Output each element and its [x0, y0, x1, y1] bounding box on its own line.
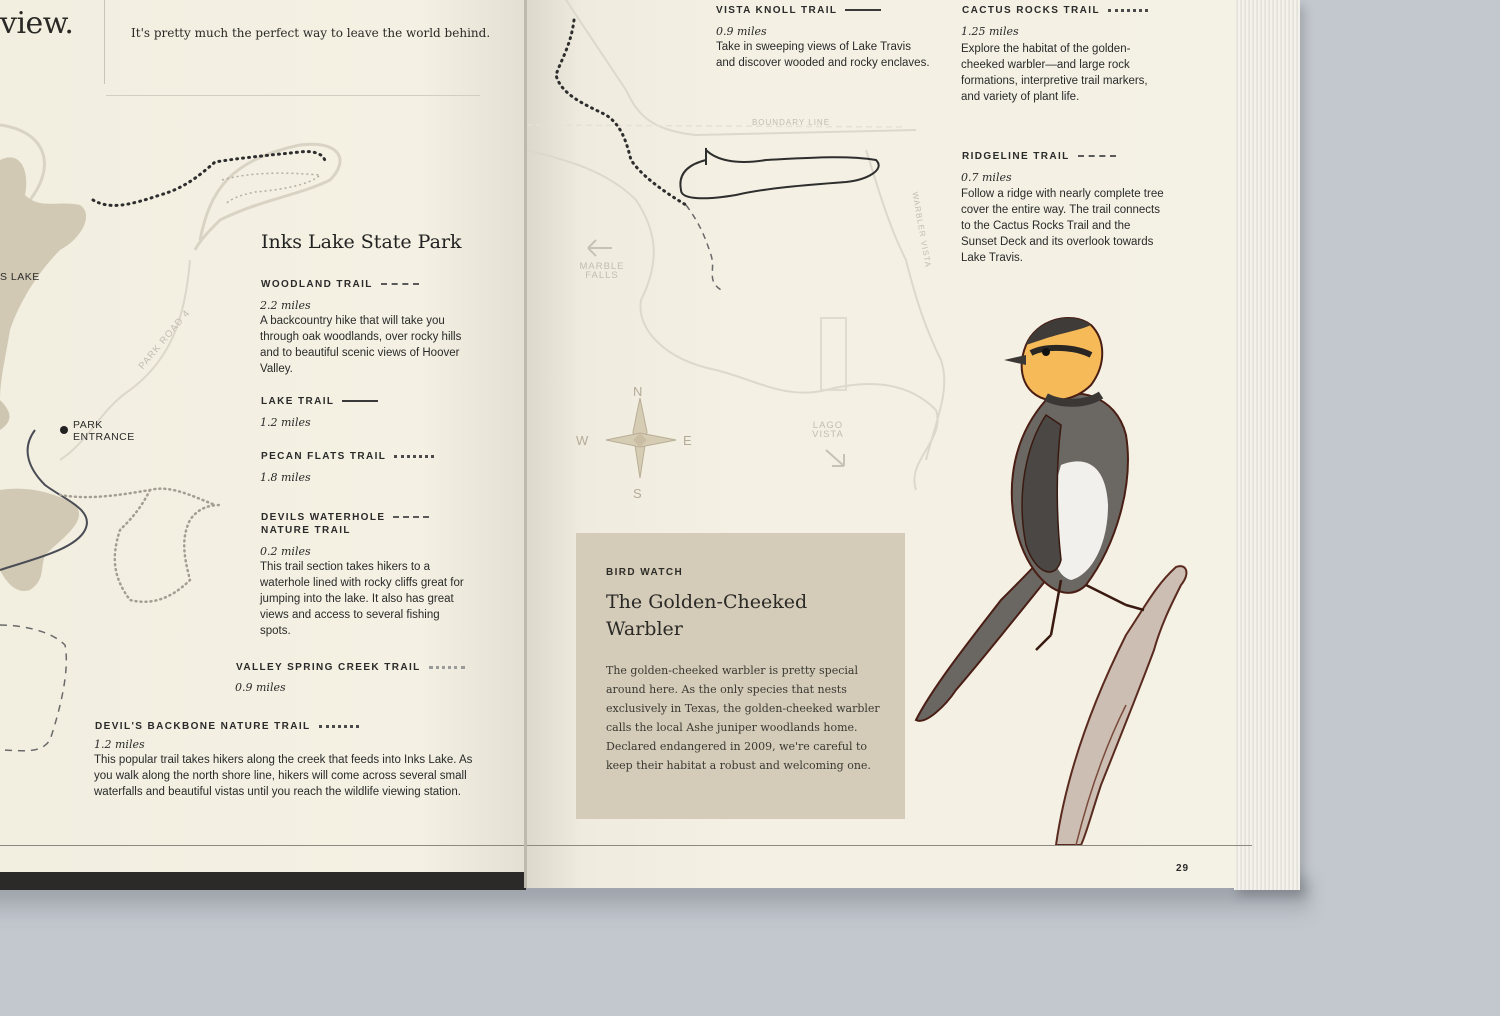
trail-description: A backcountry hike that will take you through oak woodlands, over rocky hills and to beautiful scenic views of Hoover Valley. — [260, 315, 462, 375]
header-rule — [106, 95, 480, 96]
trail-name: VALLEY SPRING CREEK TRAIL — [236, 662, 465, 673]
park-title: Inks Lake State Park — [261, 231, 462, 253]
warbler-vista-label: WARBLER VISTA — [910, 191, 933, 269]
trail-name: RIDGELINE TRAIL — [962, 151, 1116, 162]
photo-strip — [0, 872, 526, 890]
park-entrance-label-1: PARK — [73, 419, 103, 431]
spine — [524, 0, 527, 888]
lake-label: S LAKE — [0, 271, 40, 283]
bottom-rule — [527, 845, 1252, 846]
golden-cheeked-warbler-illustration — [886, 305, 1226, 850]
park-entrance-marker — [60, 426, 68, 434]
boundary-line-label: BOUNDARY LINE — [751, 118, 831, 127]
legend-dotted — [319, 725, 359, 728]
bottom-rule — [0, 845, 524, 846]
pecan-flats-path — [60, 489, 222, 602]
compass-e: E — [683, 433, 692, 448]
legend-dotted — [394, 455, 434, 458]
bird-eye — [1042, 348, 1050, 356]
trail-miles: 1.25 miles — [961, 25, 1019, 38]
trail-miles: 2.2 miles — [260, 299, 311, 312]
trail-name-line2: NATURE TRAIL — [261, 525, 351, 536]
park-entrance-label-2: ENTRANCE — [73, 431, 135, 443]
trail-description: Follow a ridge with nearly complete tree cover the entire way. The trail connects to the Cactus Rocks Trail and the Sunset Deck and its overlook towards Lake Travis. — [961, 188, 1164, 264]
trail-miles: 0.2 miles — [260, 545, 311, 558]
arrow-southeast-icon — [826, 450, 844, 466]
trail-miles: 1.2 miles — [94, 738, 145, 751]
trail-miles: 1.2 miles — [260, 416, 311, 429]
compass-n: N — [633, 384, 643, 399]
trail-name: PECAN FLATS TRAIL — [261, 451, 434, 462]
trail-description: Take in sweeping views of Lake Travis and discover wooded and rocky enclaves. — [716, 41, 930, 69]
trail-name: LAKE TRAIL — [261, 396, 378, 407]
trail-miles: 1.8 miles — [260, 471, 311, 484]
cactus-rocks-path — [556, 20, 686, 205]
arrow-west-icon — [588, 240, 612, 256]
marble-falls-label-2: FALLS — [585, 270, 619, 281]
column-divider — [104, 0, 105, 84]
vista-knoll-path — [680, 150, 878, 198]
left-page — [0, 0, 526, 889]
legend-solid — [845, 9, 881, 11]
trail-description: This trail section takes hikers to a waterhole lined with rocky cliffs great for jumping into the lake. It also has great views and access to several fishing spots. — [260, 561, 464, 637]
trail-name: WOODLAND TRAIL — [261, 279, 419, 290]
marble-falls-label-1: MARBLE — [579, 261, 625, 272]
legend-solid — [342, 400, 378, 402]
trail-name: CACTUS ROCKS TRAIL — [962, 5, 1148, 16]
lago-vista-label-2: VISTA — [812, 429, 844, 440]
lago-vista-label-1: LAGO — [812, 420, 844, 431]
bird-beak — [1004, 355, 1026, 365]
trail-miles: 0.9 miles — [235, 681, 286, 694]
legend-dashed — [1078, 155, 1116, 157]
compass-w: W — [576, 433, 589, 448]
trail-name: DEVILS WATERHOLE — [261, 512, 429, 523]
bird-watch-box — [576, 533, 905, 819]
trail-miles: 0.9 miles — [716, 25, 767, 38]
branch — [1056, 566, 1186, 845]
trail-name: VISTA KNOLL TRAIL — [716, 5, 881, 16]
ridgeline-path — [686, 205, 721, 290]
legend-dashed — [381, 283, 419, 285]
page-number: 29 — [1176, 863, 1190, 874]
trail-description: This popular trail takes hikers along the creek that feeds into Inks Lake. As you walk along the north shore line, hikers will come across several small waterfalls and beautiful vistas until you reach the wildlife viewing station. — [94, 754, 473, 798]
lake-trail-path — [0, 625, 66, 751]
legend-dotted — [1108, 9, 1148, 12]
trail-description: Explore the habitat of the golden-cheeked warbler—and large rock formations, interpretive trail markers, and variety of plant life. — [961, 43, 1148, 103]
trail-miles: 0.7 miles — [961, 171, 1012, 184]
compass-rose-icon — [606, 398, 676, 478]
bird-watch-kicker: BIRD WATCH — [606, 567, 684, 578]
bird-watch-title: The Golden-Cheeked Warbler — [606, 591, 808, 640]
trail-name: DEVIL'S BACKBONE NATURE TRAIL — [95, 721, 359, 732]
bird-watch-body: The golden-cheeked warbler is pretty special around here. As the only species that nests exclusively in Texas, the golden-cheeked warbler calls the local Ashe juniper woodlands home. Declared endangered in 2009, we're careful to keep their habitat a robust and welcoming one. — [606, 664, 880, 772]
compass-s: S — [633, 486, 642, 501]
right-page — [526, 0, 1236, 888]
tagline: It's pretty much the perfect way to leave the world behind. — [131, 26, 491, 40]
lake-shape-south — [0, 489, 79, 591]
page-edges — [1234, 0, 1300, 890]
legend-dotted-light — [429, 666, 465, 669]
headline-fragment: view. — [0, 6, 74, 41]
park-road-label: PARK ROAD 4 — [136, 307, 193, 372]
woodland-trail-path — [93, 152, 325, 206]
